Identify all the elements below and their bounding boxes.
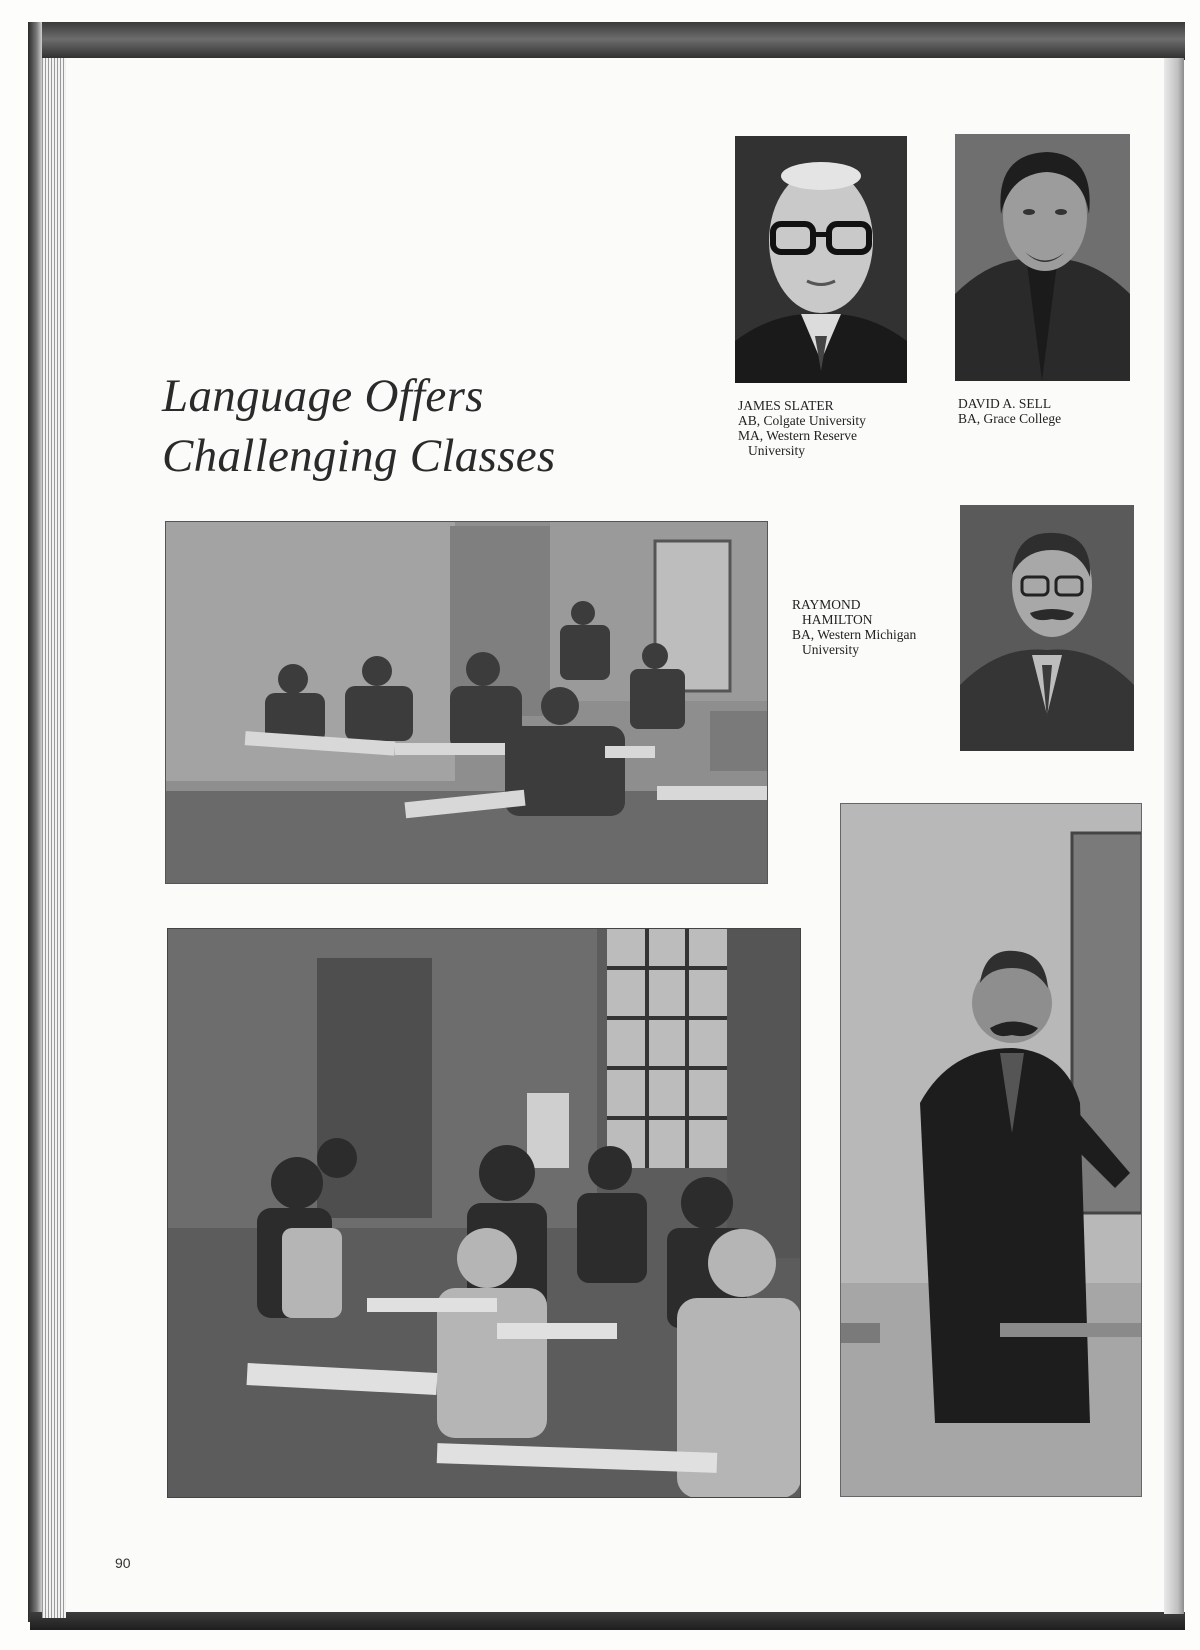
- book-binding-bottom: [30, 1612, 1185, 1630]
- page-stack-edges: [42, 58, 66, 1618]
- caption-raymond-hamilton: [792, 597, 916, 657]
- classroom-photo-students-writing: [167, 928, 801, 1498]
- classroom-photo-students-at-desks: [165, 521, 768, 884]
- faculty-degree: MA, Western Reserve: [738, 428, 858, 443]
- book-binding-top: [30, 22, 1185, 60]
- headline-line-2: Challenging Classes: [162, 430, 556, 482]
- portrait-raymond-hamilton: [960, 505, 1134, 751]
- faculty-name: DAVID A. SELL: [958, 396, 1052, 411]
- portrait-james-slater: [735, 136, 907, 383]
- faculty-name: RAYMOND: [792, 597, 861, 612]
- page-headline: [162, 366, 582, 486]
- page-number: 90: [115, 1555, 131, 1571]
- faculty-degree: BA, Grace College: [958, 411, 1062, 426]
- faculty-degree: University: [802, 642, 859, 657]
- page-right-edge: [1164, 58, 1184, 1614]
- portrait-david-sell: [955, 134, 1130, 381]
- caption-james-slater: [738, 398, 866, 458]
- faculty-degree: University: [748, 443, 805, 458]
- faculty-name: HAMILTON: [802, 612, 873, 627]
- headline-line-1: Language Offers: [162, 370, 484, 422]
- faculty-degree: AB, Colgate University: [738, 413, 866, 428]
- book-binding-left: [28, 22, 42, 1622]
- faculty-name: JAMES SLATER: [738, 398, 834, 413]
- photo-teacher-at-chalkboard: [840, 803, 1142, 1497]
- faculty-degree: BA, Western Michigan: [792, 627, 917, 642]
- caption-david-sell: [958, 396, 1061, 426]
